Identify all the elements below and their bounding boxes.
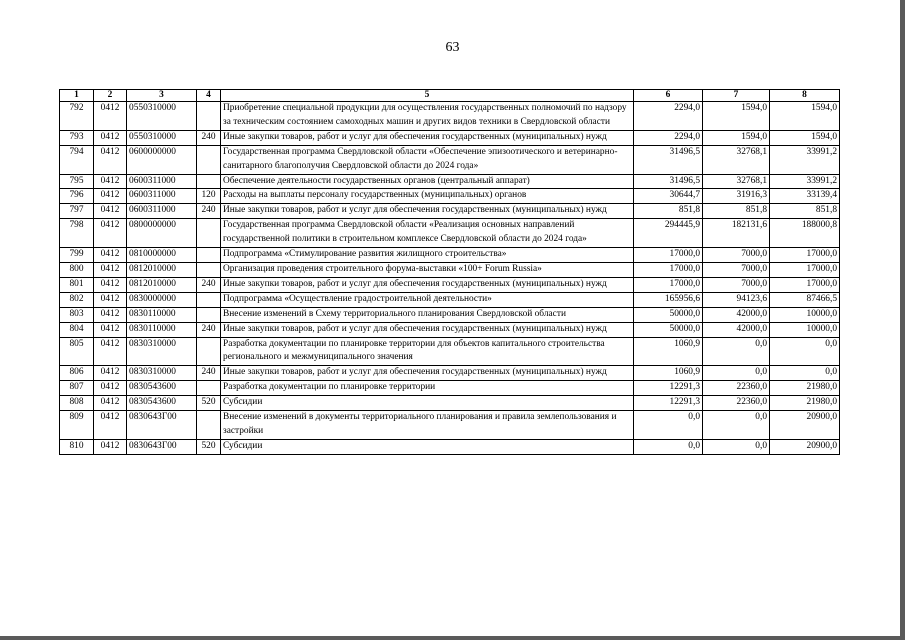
amount-col-6: 851,8: [634, 204, 703, 219]
target-article-code: 0830310000: [127, 337, 197, 366]
amount-col-7: 7000,0: [703, 277, 770, 292]
table-row: [60, 248, 840, 263]
table-row: [60, 337, 840, 366]
amount-col-6: 2294,0: [634, 102, 703, 131]
row-number: 793: [60, 130, 94, 145]
amount-col-8: 21980,0: [770, 396, 840, 411]
target-article-code: 0812010000: [127, 262, 197, 277]
amount-col-7: 94123,6: [703, 292, 770, 307]
table-row: [60, 130, 840, 145]
table-row: [60, 145, 840, 174]
amount-col-8: 10000,0: [770, 307, 840, 322]
expense-type-code: [197, 145, 221, 174]
amount-col-7: 32768,1: [703, 145, 770, 174]
target-article-code: 0830543600: [127, 396, 197, 411]
table-row: [60, 322, 840, 337]
section-code: 0412: [94, 411, 127, 440]
section-code: 0412: [94, 322, 127, 337]
amount-col-7: 0,0: [703, 337, 770, 366]
table-row: [60, 277, 840, 292]
table-row: [60, 219, 840, 248]
target-article-code: 083064ЗГ00: [127, 411, 197, 440]
amount-col-7: 1594,0: [703, 130, 770, 145]
expense-type-code: [197, 248, 221, 263]
section-code: 0412: [94, 174, 127, 189]
header-col-4: 4: [197, 90, 221, 102]
row-number: 807: [60, 381, 94, 396]
amount-col-7: 22360,0: [703, 381, 770, 396]
section-code: 0412: [94, 219, 127, 248]
table-row: [60, 189, 840, 204]
table-row: [60, 102, 840, 131]
amount-col-8: 20900,0: [770, 411, 840, 440]
row-number: 796: [60, 189, 94, 204]
amount-col-7: 851,8: [703, 204, 770, 219]
row-number: 794: [60, 145, 94, 174]
item-name: Внесение изменений в документы территориального планирования и правила землепользования и застройки: [221, 411, 634, 440]
target-article-code: 0600000000: [127, 145, 197, 174]
section-code: 0412: [94, 439, 127, 454]
expense-type-code: 240: [197, 204, 221, 219]
expense-type-code: [197, 337, 221, 366]
amount-col-7: 0,0: [703, 439, 770, 454]
item-name: Иные закупки товаров, работ и услуг для обеспечения государственных (муниципальных) нужд: [221, 130, 634, 145]
amount-col-7: 1594,0: [703, 102, 770, 131]
amount-col-8: 17000,0: [770, 248, 840, 263]
header-col-3: 3: [127, 90, 197, 102]
expense-type-code: [197, 381, 221, 396]
amount-col-6: 17000,0: [634, 277, 703, 292]
row-number: 810: [60, 439, 94, 454]
item-name: Расходы на выплаты персоналу государственных (муниципальных) органов: [221, 189, 634, 204]
section-code: 0412: [94, 381, 127, 396]
section-code: 0412: [94, 102, 127, 131]
amount-col-6: 2294,0: [634, 130, 703, 145]
scan-edge-bottom: [0, 636, 905, 640]
item-name: Субсидии: [221, 396, 634, 411]
amount-col-6: 0,0: [634, 439, 703, 454]
amount-col-7: 0,0: [703, 411, 770, 440]
item-name: Обеспечение деятельности государственных органов (центральный аппарат): [221, 174, 634, 189]
amount-col-6: 17000,0: [634, 262, 703, 277]
amount-col-8: 188000,8: [770, 219, 840, 248]
item-name: Разработка документации по планировке территории для объектов капитального строительства регионального и межмуниципального значения: [221, 337, 634, 366]
expense-type-code: 240: [197, 322, 221, 337]
amount-col-8: 0,0: [770, 337, 840, 366]
amount-col-6: 50000,0: [634, 307, 703, 322]
amount-col-8: 21980,0: [770, 381, 840, 396]
table-row: [60, 411, 840, 440]
row-number: 797: [60, 204, 94, 219]
row-number: 804: [60, 322, 94, 337]
item-name: Разработка документации по планировке территории: [221, 381, 634, 396]
target-article-code: 0550310000: [127, 102, 197, 131]
expense-type-code: 520: [197, 439, 221, 454]
target-article-code: 0550310000: [127, 130, 197, 145]
amount-col-8: 87466,5: [770, 292, 840, 307]
target-article-code: 0812010000: [127, 277, 197, 292]
table-header-row: [60, 90, 840, 102]
expense-type-code: [197, 262, 221, 277]
target-article-code: 0830000000: [127, 292, 197, 307]
header-col-8: 8: [770, 90, 840, 102]
expense-type-code: [197, 219, 221, 248]
target-article-code: 0830110000: [127, 322, 197, 337]
amount-col-8: 1594,0: [770, 130, 840, 145]
table-row: [60, 381, 840, 396]
table-row: [60, 204, 840, 219]
row-number: 798: [60, 219, 94, 248]
item-name: Государственная программа Свердловской области «Реализация основных направлений государственной политики в строительном комплексе Свердловской области до 2024 года»: [221, 219, 634, 248]
row-number: 803: [60, 307, 94, 322]
amount-col-7: 0,0: [703, 366, 770, 381]
item-name: Субсидии: [221, 439, 634, 454]
row-number: 792: [60, 102, 94, 131]
header-col-7: 7: [703, 90, 770, 102]
amount-col-6: 12291,3: [634, 381, 703, 396]
item-name: Иные закупки товаров, работ и услуг для обеспечения государственных (муниципальных) нужд: [221, 277, 634, 292]
section-code: 0412: [94, 145, 127, 174]
section-code: 0412: [94, 337, 127, 366]
section-code: 0412: [94, 396, 127, 411]
item-name: Подпрограмма «Осуществление градостроительной деятельности»: [221, 292, 634, 307]
amount-col-6: 12291,3: [634, 396, 703, 411]
table-row: [60, 396, 840, 411]
item-name: Иные закупки товаров, работ и услуг для обеспечения государственных (муниципальных) нужд: [221, 366, 634, 381]
section-code: 0412: [94, 277, 127, 292]
table-row: [60, 292, 840, 307]
expense-type-code: 520: [197, 396, 221, 411]
amount-col-7: 182131,6: [703, 219, 770, 248]
row-number: 801: [60, 277, 94, 292]
header-col-6: 6: [634, 90, 703, 102]
section-code: 0412: [94, 248, 127, 263]
amount-col-8: 0,0: [770, 366, 840, 381]
section-code: 0412: [94, 366, 127, 381]
amount-col-8: 20900,0: [770, 439, 840, 454]
item-name: Внесение изменений в Схему территориального планирования Свердловской области: [221, 307, 634, 322]
header-col-5: 5: [221, 90, 634, 102]
budget-table: [59, 89, 840, 455]
amount-col-6: 30644,7: [634, 189, 703, 204]
amount-col-7: 31916,3: [703, 189, 770, 204]
amount-col-7: 42000,0: [703, 322, 770, 337]
item-name: Подпрограмма «Стимулирование развития жилищного строительства»: [221, 248, 634, 263]
expense-type-code: [197, 292, 221, 307]
amount-col-8: 33139,4: [770, 189, 840, 204]
expense-type-code: [197, 307, 221, 322]
amount-col-8: 33991,2: [770, 174, 840, 189]
amount-col-7: 7000,0: [703, 262, 770, 277]
table-row: [60, 262, 840, 277]
scan-edge-right: [900, 0, 905, 640]
amount-col-6: 0,0: [634, 411, 703, 440]
row-number: 806: [60, 366, 94, 381]
expense-type-code: [197, 411, 221, 440]
amount-col-8: 33991,2: [770, 145, 840, 174]
amount-col-6: 1060,9: [634, 337, 703, 366]
amount-col-7: 32768,1: [703, 174, 770, 189]
header-col-2: 2: [94, 90, 127, 102]
table-row: [60, 439, 840, 454]
row-number: 808: [60, 396, 94, 411]
table-body: [60, 102, 840, 455]
expense-type-code: 240: [197, 130, 221, 145]
amount-col-6: 31496,5: [634, 174, 703, 189]
expense-type-code: 120: [197, 189, 221, 204]
expense-type-code: 240: [197, 277, 221, 292]
amount-col-8: 1594,0: [770, 102, 840, 131]
amount-col-7: 7000,0: [703, 248, 770, 263]
table-row: [60, 307, 840, 322]
amount-col-7: 22360,0: [703, 396, 770, 411]
section-code: 0412: [94, 262, 127, 277]
section-code: 0412: [94, 204, 127, 219]
amount-col-6: 31496,5: [634, 145, 703, 174]
table-row: [60, 366, 840, 381]
row-number: 799: [60, 248, 94, 263]
amount-col-6: 1060,9: [634, 366, 703, 381]
target-article-code: 0600311000: [127, 204, 197, 219]
table-row: [60, 174, 840, 189]
amount-col-6: 165956,6: [634, 292, 703, 307]
row-number: 795: [60, 174, 94, 189]
amount-col-8: 17000,0: [770, 262, 840, 277]
expense-type-code: [197, 174, 221, 189]
target-article-code: 0830543600: [127, 381, 197, 396]
amount-col-7: 42000,0: [703, 307, 770, 322]
amount-col-6: 17000,0: [634, 248, 703, 263]
amount-col-8: 10000,0: [770, 322, 840, 337]
row-number: 805: [60, 337, 94, 366]
amount-col-8: 17000,0: [770, 277, 840, 292]
row-number: 800: [60, 262, 94, 277]
expense-type-code: [197, 102, 221, 131]
row-number: 809: [60, 411, 94, 440]
target-article-code: 083064ЗГ00: [127, 439, 197, 454]
page-number: 63: [445, 40, 460, 55]
expense-type-code: 240: [197, 366, 221, 381]
section-code: 0412: [94, 307, 127, 322]
section-code: 0412: [94, 189, 127, 204]
target-article-code: 0810000000: [127, 248, 197, 263]
row-number: 802: [60, 292, 94, 307]
section-code: 0412: [94, 292, 127, 307]
target-article-code: 0600311000: [127, 174, 197, 189]
target-article-code: 0830110000: [127, 307, 197, 322]
section-code: 0412: [94, 130, 127, 145]
target-article-code: 0800000000: [127, 219, 197, 248]
header-col-1: 1: [60, 90, 94, 102]
amount-col-6: 294445,9: [634, 219, 703, 248]
item-name: Организация проведения строительного форума-выставки «100+ Forum Russia»: [221, 262, 634, 277]
target-article-code: 0830310000: [127, 366, 197, 381]
target-article-code: 0600311000: [127, 189, 197, 204]
amount-col-8: 851,8: [770, 204, 840, 219]
item-name: Иные закупки товаров, работ и услуг для обеспечения государственных (муниципальных) нужд: [221, 322, 634, 337]
amount-col-6: 50000,0: [634, 322, 703, 337]
item-name: Иные закупки товаров, работ и услуг для обеспечения государственных (муниципальных) нужд: [221, 204, 634, 219]
item-name: Приобретение специальной продукции для осуществления государственных полномочий по надзору за техническим состоянием самоходных машин и других видов техники в Свердловской области: [221, 102, 634, 131]
item-name: Государственная программа Свердловской области «Обеспечение эпизоотического и ветеринарно-санитарного благополучия Свердловской области до 2024 года»: [221, 145, 634, 174]
